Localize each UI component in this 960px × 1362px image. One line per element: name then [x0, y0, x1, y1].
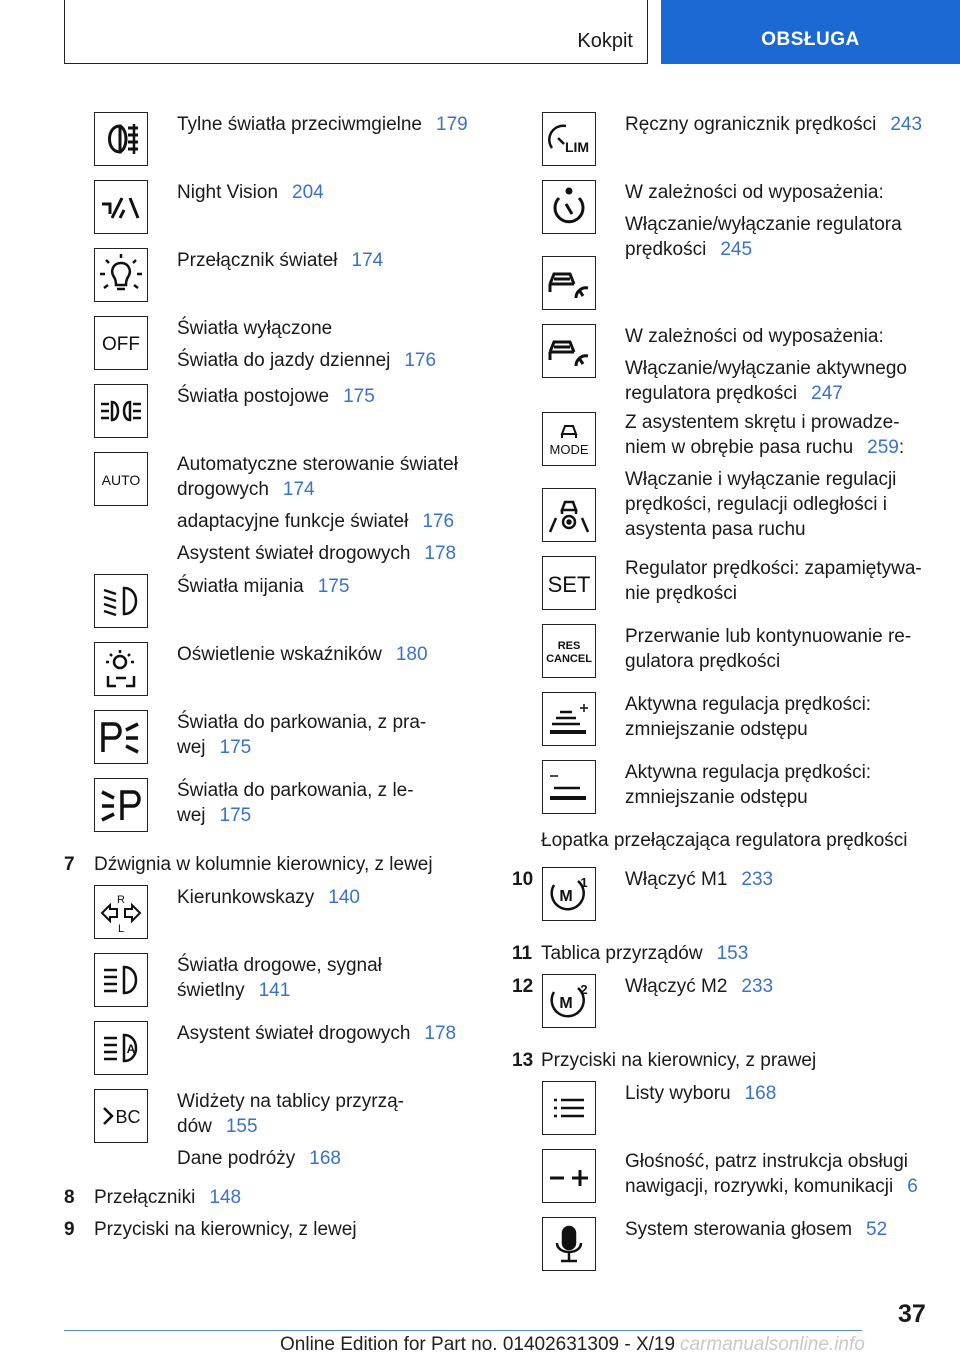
entry-text: System sterowania głosem 52: [625, 1219, 888, 1240]
entry-text: Asystent świateł drogowych 178: [177, 1023, 457, 1044]
entry-text: Światła mijania 175: [177, 576, 350, 597]
item-number: 12: [512, 976, 534, 997]
page-ref[interactable]: 140: [328, 887, 360, 908]
entry-text: Kierunkowskazy 140: [177, 887, 360, 908]
page-ref[interactable]: 153: [716, 943, 749, 964]
parking-light-left-icon: [94, 778, 148, 832]
page-ref[interactable]: 155: [225, 1116, 258, 1137]
header-chapter-box: [661, 0, 960, 64]
svg-text:2: 2: [580, 982, 588, 997]
entry-text: Automatyczne sterowanie świateł drogowych 174 adaptacyjne funkcje świateł 176 Asystent świateł drogowych 178: [177, 454, 458, 564]
night-vision-icon: [94, 180, 148, 234]
item-label: Tablica przyrządów 153: [541, 943, 749, 964]
entry-text: Przerwanie lub kontynuowanie re-gulatora prędkości: [625, 626, 912, 672]
svg-text:CANCEL: CANCEL: [546, 653, 592, 665]
lane-assist-icon: [542, 488, 596, 542]
page-ref[interactable]: 233: [741, 976, 774, 997]
page-ref[interactable]: 52: [866, 1219, 888, 1240]
svg-text:AUTO: AUTO: [101, 472, 141, 488]
svg-text:R: R: [117, 894, 125, 906]
res-cancel-icon: [542, 624, 596, 678]
entry-text: Regulator prędkości: zapamiętywa-nie prędkości: [625, 558, 922, 604]
entry-text: Głośność, patrz instrukcja obsługi nawigacji, rozrywki, komunikacji 6: [625, 1151, 918, 1197]
page-ref[interactable]: 179: [436, 114, 468, 135]
footer-divider: [64, 1330, 862, 1331]
entry-text: Włączyć M2 233: [625, 976, 774, 997]
page-ref[interactable]: 176: [422, 511, 455, 532]
chapter-title: OBSŁUGA: [761, 29, 860, 50]
page-ref[interactable]: 168: [309, 1148, 341, 1169]
item-label: Przyciski na kierownicy, z lewej: [94, 1219, 357, 1240]
svg-text:L: L: [117, 923, 125, 935]
page-ref[interactable]: 245: [720, 239, 753, 260]
header-section-box: [64, 0, 648, 64]
svg-text:1: 1: [580, 875, 588, 890]
m2-icon: [542, 974, 596, 1028]
volume-icon: [542, 1149, 596, 1203]
item-number: 13: [512, 1050, 534, 1071]
distance-plus-icon: [542, 692, 596, 746]
entry-text: Ręczny ogranicznik prędkości 243: [625, 114, 923, 135]
entry-text: Oświetlenie wskaźników 180: [177, 644, 428, 665]
item-number: 11: [512, 943, 533, 964]
entry-text: Listy wyboru 168: [625, 1083, 777, 1104]
item-label: Przełączniki 148: [94, 1187, 242, 1208]
page-ref[interactable]: 175: [317, 576, 350, 597]
parking-light-right-icon: [94, 710, 148, 764]
instrument-lighting-icon: [94, 642, 148, 696]
cruise-car-icon: [542, 256, 596, 310]
parking-lights-icon: [94, 384, 148, 438]
list-icon: [542, 1081, 596, 1135]
page-ref[interactable]: 175: [219, 805, 252, 826]
svg-text:LIM: LIM: [564, 139, 590, 155]
entry-text: Światła drogowe, sygnał świetlny 141: [177, 955, 382, 1001]
item-number: 7: [64, 854, 75, 875]
entry-text: Światła do parkowania, z le-wej 175: [177, 780, 414, 826]
page-ref[interactable]: 233: [741, 869, 774, 890]
entry-text: Aktywna regulacja prędkości: zmniejszanie odstępu: [625, 762, 872, 808]
page-ref[interactable]: 204: [292, 182, 324, 203]
entry-text: Światła do parkowania, z pra-wej 175: [177, 712, 427, 758]
svg-text:M: M: [559, 888, 573, 905]
entry-text: Widżety na tablicy przyrzą-dów 155 Dane podróży 168: [177, 1091, 405, 1169]
page-ref[interactable]: 247: [811, 383, 843, 404]
cruise-control-icon: [542, 180, 596, 234]
page-ref[interactable]: 148: [209, 1187, 242, 1208]
page-ref[interactable]: 168: [744, 1083, 777, 1104]
entry-text: Tylne światła przeciwmgielne 179: [177, 114, 468, 135]
entry-text: Światła wyłączone Światła do jazdy dziennej 176: [177, 318, 437, 371]
svg-text:A: A: [126, 1042, 136, 1056]
page-ref[interactable]: 174: [282, 479, 315, 500]
svg-text:RES: RES: [557, 640, 581, 652]
svg-text:MODE: MODE: [549, 442, 589, 457]
entry-text: Przełącznik świateł 174: [177, 250, 384, 271]
item-number: 10: [512, 869, 534, 890]
entry-text: Night Vision 204: [177, 182, 324, 203]
paddle-label: Łopatka przełączająca regulatora prędkości: [541, 830, 908, 851]
off-icon: [94, 316, 148, 370]
page-ref[interactable]: 174: [351, 250, 384, 271]
entry-text: W zależności od wyposażenia: Włączanie/wyłączanie aktywnego regulatora prędkości 247: [625, 326, 907, 404]
entry-text: Aktywna regulacja prędkości: zmniejszanie odstępu: [625, 694, 872, 740]
m1-icon: [542, 867, 596, 921]
light-switch-icon: [94, 248, 148, 302]
page-ref[interactable]: 178: [424, 543, 457, 564]
page-ref[interactable]: 175: [343, 386, 375, 407]
distance-minus-icon: [542, 760, 596, 814]
active-cruise-icon: [542, 324, 596, 378]
auto-icon: [94, 452, 148, 506]
bc-icon: [94, 1089, 148, 1143]
page-ref[interactable]: 243: [890, 114, 923, 135]
item-number: 8: [64, 1187, 75, 1208]
entry-text: Z asystentem skrętu i prowadze-niem w obrębie pasa ruchu 259: Włączanie i wyłączanie regulacji prędkości, regulacji odległości i asystenta pasa ruchu: [625, 412, 905, 540]
entry-text: W zależności od wyposażenia: Włączanie/wyłączanie regulatora prędkości 245: [625, 182, 902, 260]
svg-text:SET: SET: [547, 572, 591, 597]
rear-fog-light-icon: [94, 112, 148, 166]
page-ref[interactable]: 259: [867, 437, 899, 458]
page-ref[interactable]: 180: [395, 644, 428, 665]
speed-limiter-icon: [542, 112, 596, 166]
page-ref[interactable]: 176: [404, 350, 437, 371]
item-number: 9: [64, 1219, 75, 1240]
svg-text:M: M: [559, 995, 573, 1012]
microphone-icon: [542, 1217, 596, 1271]
page-ref[interactable]: 175: [219, 737, 252, 758]
set-icon: [542, 556, 596, 610]
high-beam-assistant-icon: [94, 1021, 148, 1075]
high-beam-icon: [94, 953, 148, 1007]
mode-icon: [542, 412, 596, 466]
item-label: Przyciski na kierownicy, z prawej: [541, 1050, 817, 1071]
edition-text: Online Edition for Part no. 01402631309 - X/19: [280, 1334, 676, 1355]
low-beam-icon: [94, 574, 148, 628]
item-label: Dźwignia w kolumnie kierownicy, z lewej: [94, 854, 433, 875]
page-ref[interactable]: 141: [258, 980, 291, 1001]
svg-text:OFF: OFF: [102, 334, 140, 355]
turn-signal-icon: [94, 885, 148, 939]
entry-text: Światła postojowe 175: [177, 386, 375, 407]
page-ref[interactable]: 6: [907, 1176, 918, 1197]
entry-text: Włączyć M1 233: [625, 869, 774, 890]
svg-text:BC: BC: [115, 1107, 141, 1127]
watermark: carmanualsonline.info: [680, 1334, 865, 1355]
page-number: 37: [898, 1300, 926, 1328]
section-title: Kokpit: [577, 30, 633, 52]
page-ref[interactable]: 178: [424, 1023, 457, 1044]
